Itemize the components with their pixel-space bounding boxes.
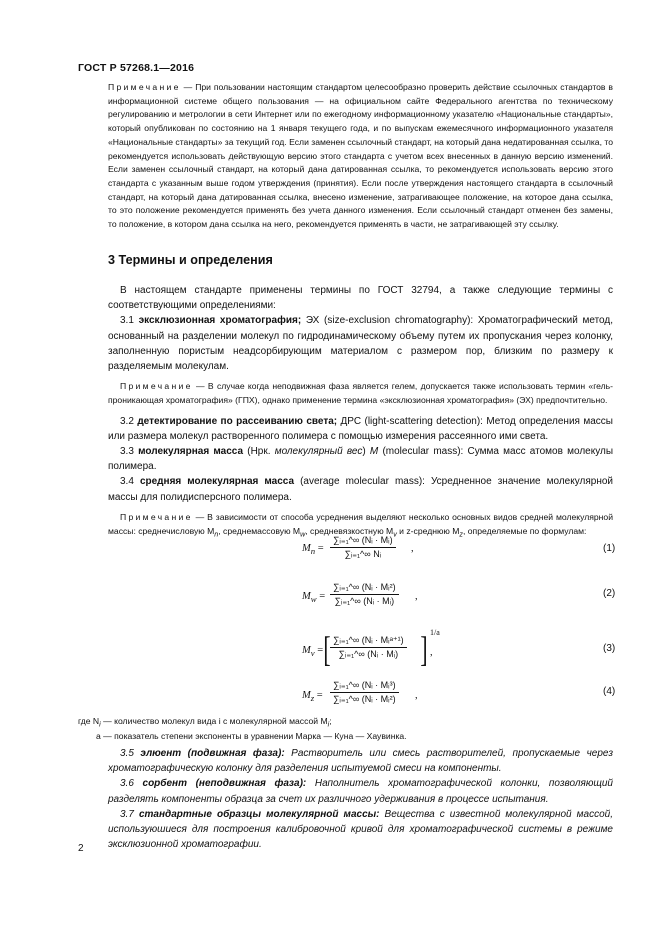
equation-number-3: (3) <box>603 643 616 654</box>
formula-mn-lhs: $M_n$ = <box>302 543 324 557</box>
term-number: 3.2 <box>120 415 138 427</box>
formula-mw-lhs: $M_w$ = <box>302 591 326 605</box>
term-text: ) <box>362 446 370 458</box>
subscript: z <box>459 530 463 539</box>
formula-mz-lhs: $M_z$ = <box>302 690 323 704</box>
equation-number-4: (4) <box>603 686 616 697</box>
where-line-2: a — показатель степени экспоненты в уравнении Марка — Куна — Хаувинка. <box>96 731 407 741</box>
denominator: ∑ᵢ₌₁^∞ (Nᵢ · Mᵢ²) <box>333 694 396 704</box>
term-definition: ДРС (light-scattering detection): Метод определения массы или размера молекул растворенного полимера с помощью измерения рассеянного ими света. <box>108 415 613 442</box>
formula-mv-lhs: $M_v$ = <box>302 645 324 659</box>
equation-number-2: (2) <box>603 588 616 599</box>
term-3-6 <box>108 776 613 806</box>
section-body-2 <box>108 746 613 852</box>
note-label: Примечание <box>120 511 193 522</box>
term-name: элюент (подвижная фаза): <box>140 748 285 759</box>
equation-number-1: (1) <box>603 543 616 554</box>
term-definition: Вещества с известной молекулярной массой, используюшиеся для построения калибровочной кривой для хроматографической системы в режиме эксклюзионной хроматографии. <box>108 808 613 851</box>
term-number: 3.4 <box>120 476 140 488</box>
term-definition: (molecular mass): Сумма масс атомов молекулы полимера. <box>108 446 614 473</box>
note-referenced-standards <box>108 81 613 232</box>
numerator: ∑ᵢ₌₁^∞ (Nᵢ · Mᵢ²) <box>330 582 399 595</box>
term-number: 3.3 <box>120 446 139 458</box>
term-deprecated: молекулярный вес <box>274 446 363 458</box>
numerator: ∑ᵢ₌₁^∞ (Nᵢ · Mᵢ³) <box>330 680 399 693</box>
where-line-1: где $N_i$ — количество молекул вида i с молекулярной массой $M_i$; <box>78 716 332 729</box>
document-header: ГОСТ Р 57268.1—2016 <box>78 62 195 74</box>
note-gel-permeation <box>108 380 613 407</box>
denominator: ∑ᵢ₌₁^∞ (Nᵢ · Mᵢ) <box>338 649 399 659</box>
note-text: , средневязкостную M <box>305 525 394 536</box>
numerator: ∑ᵢ₌₁^∞ (Nᵢ · Mᵢᵃ⁺¹) <box>330 635 407 648</box>
formula-mw-fraction <box>330 582 399 607</box>
note-text: , определяемые по формулам: <box>462 525 587 536</box>
section-intro: В настоящем стандарте применены термины по ГОСТ 32794, а также следующие термины с соответствующими определениями: <box>108 285 613 312</box>
formula-mz-fraction <box>330 680 399 705</box>
note-text: и z-среднюю M <box>396 525 460 536</box>
term-3-3 <box>108 444 613 474</box>
subscript: n <box>214 530 219 539</box>
section-title: 3 Термины и определения <box>108 253 273 267</box>
term-definition: ЭХ (size-exclusion chromatography): Хроматографический метод, основанный на разделении молекул по гидродинамическому объему путем их пропускания через колонку, заполненную пористым неадсорбирующим материалом с размером пор, близким по размеру к разделяемым молекулам. <box>108 315 613 373</box>
term-number: 3.1 <box>120 315 139 327</box>
formula-mv-exponent: 1/a <box>430 628 440 637</box>
term-name: детектирование по рассеиванию света; <box>137 415 338 427</box>
denominator: ∑ᵢ₌₁^∞ Nᵢ <box>344 549 382 559</box>
term-symbol: M <box>369 446 379 458</box>
term-definition: Растворитель или смесь растворителей, пропускаемые через хроматографическую колонку для разделения испытуемой смеси на компоненты. <box>108 748 613 775</box>
note-label: Примечание <box>108 82 181 92</box>
term-number: 3.6 <box>120 778 143 790</box>
note-text: , среднемассовую M <box>218 525 301 536</box>
term-3-1 <box>108 313 613 374</box>
term-name: молекулярная масса <box>138 446 244 458</box>
term-3-7 <box>108 807 613 853</box>
term-number: 3.5 <box>120 748 141 759</box>
term-definition: (average molecular mass): Усредненное значение молекулярной массы для полидисперсного полимера. <box>108 476 613 503</box>
term-name: стандартные образцы молекулярной массы: <box>138 808 380 820</box>
term-3-2 <box>108 414 613 444</box>
term-number: 3.7 <box>120 808 139 820</box>
note-text: — При пользовании настоящим стандартом целесообразно проверить действие ссылочных стандартов в информационной системе общего пользования — на официальном сайте Федерального агентства по техническому регулированию и метрологии в сети Интернет или по ежегодному информационному указателю «Национальные стандарты», который опубликован по состоянию на 1 января текущего года, и по выпускам ежемесячного информационного указателя «Национальные стандарты» за текущий год. Если заменен ссылочный стандарт, на который дана недатированная ссылка, то рекомендуется использовать действующую версию этого стандарта с учетом всех внесенных в данную версию изменений. Если заменен ссылочный стандарт, на который дана датированная ссылка, то рекомендуется использовать версию этого стандарта с указанным выше годом утверждения (принятия). Если после утверждения настоящего стандарта в ссылочный стандарт, на который дана датированная ссылка, внесено изменение, затрагивающее положение, на которое дана ссылка, то это положение рекомендуется применять без учета данного изменения. Если ссылочный стандарт отменен без замены, то положение, в котором дана ссылка на него, рекомендуется применять в части, не затрагивающей эту ссылку. <box>108 82 613 230</box>
denominator: ∑ᵢ₌₁^∞ (Nᵢ · Mᵢ) <box>334 596 395 606</box>
formula-mn-fraction <box>330 535 396 560</box>
numerator: ∑ᵢ₌₁^∞ (Nᵢ · Mᵢ) <box>330 535 396 548</box>
formula-mv-fraction <box>330 635 407 660</box>
page-number: 2 <box>78 843 84 854</box>
term-text: (Нрк. <box>243 446 275 458</box>
subscript: w <box>300 530 306 539</box>
term-name: сорбент (неподвижная фаза): <box>142 778 307 790</box>
term-definition: Наполнитель хроматографической колонки, позволяющий разделять компоненты образца за счет их различного удерживания в процессе испытания. <box>108 778 613 805</box>
section-body-1 <box>108 283 613 542</box>
term-3-4 <box>108 474 613 504</box>
subscript: v <box>393 530 397 539</box>
term-3-5 <box>108 746 613 776</box>
note-label: Примечание <box>120 381 193 392</box>
note-text: — В зависимости от способа усреднения выделяют несколько основных видов средней молекулярной массы: среднечисловую M <box>108 511 613 536</box>
term-name: эксклюзионная хроматография; <box>138 315 302 327</box>
term-name: средняя молекулярная масса <box>139 476 295 488</box>
note-text: — В случае когда неподвижная фаза является гелем, допускается также использовать термин «гель-проникающая хроматография» (ГПХ), однако применение термина «эксклюзионная хроматография» (ЭХ) предпочтительно. <box>108 381 613 405</box>
